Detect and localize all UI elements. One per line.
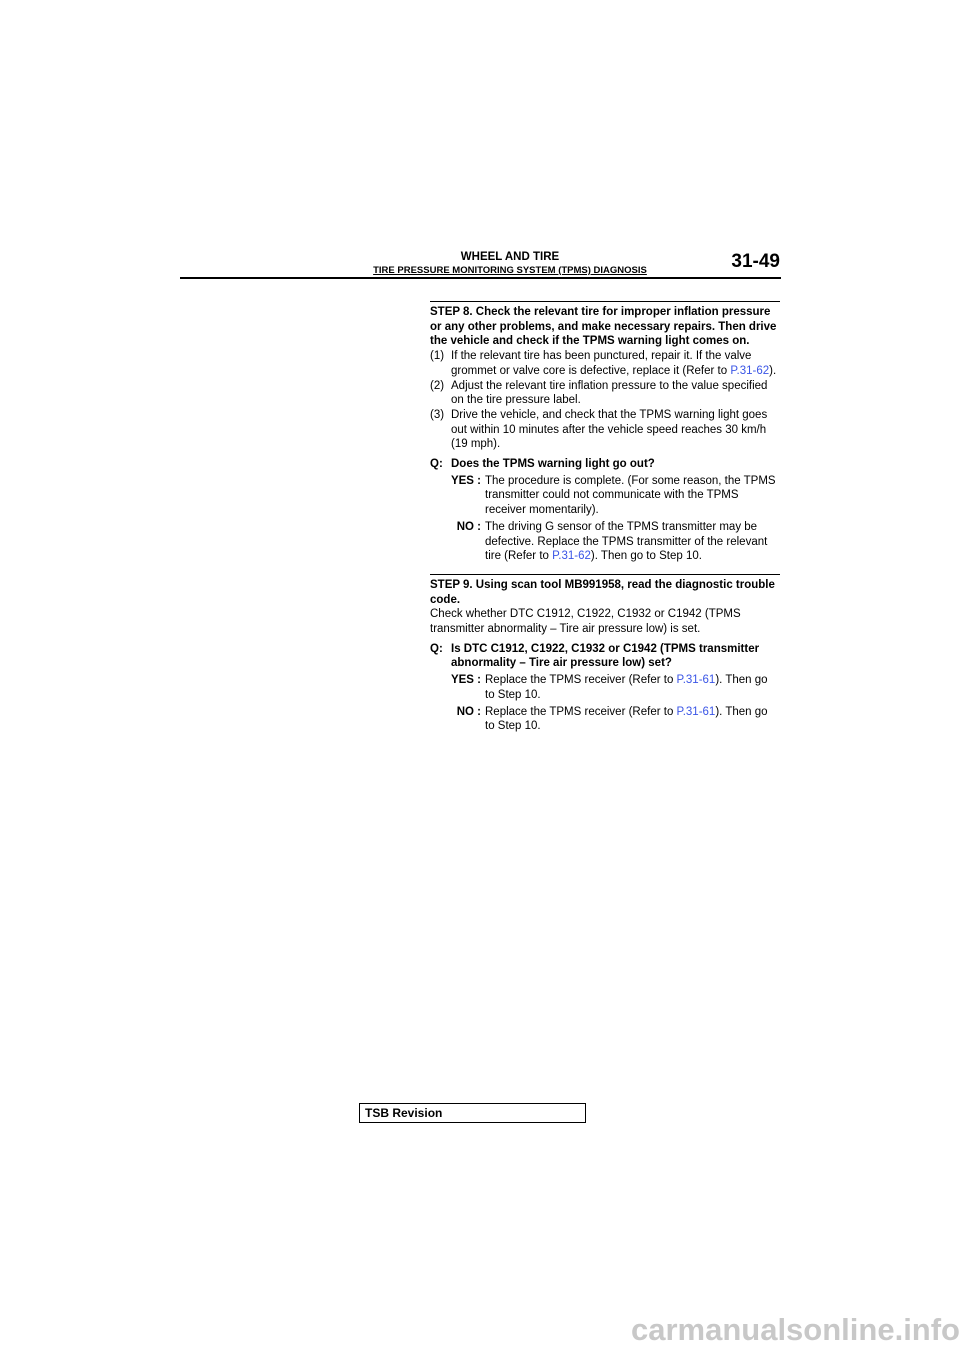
item-number: (1) <box>430 350 445 363</box>
reference-link[interactable]: P.31-61 <box>676 705 716 718</box>
step-8 <box>430 301 780 564</box>
step-9-title: STEP 9. Using scan tool MB991958, read the diagnostic trouble code. <box>430 578 775 606</box>
step-8-yes: YES : The procedure is complete. (For some reason, the TPMS transmitter could not communicate with the TPMS receiver momentarily). <box>450 474 776 517</box>
item-text: Adjust the relevant tire inflation pressure to the value specified on the tire pressure label. <box>451 379 768 407</box>
reference-link[interactable]: P.31-61 <box>676 674 716 687</box>
watermark: carmanualsonline.info <box>630 1312 960 1347</box>
tsb-revision-box: TSB Revision <box>359 1103 586 1123</box>
main-content <box>430 301 780 734</box>
section-title: WHEEL AND TIRE <box>460 251 560 263</box>
step-9-body: Check whether DTC C1912, C1922, C1932 or C1942 (TPMS transmitter abnormality – Tire air pressure low) is set. <box>430 608 741 636</box>
step-9-question: Q: Is DTC C1912, C1922, C1932 or C1942 (TPMS transmitter abnormality – Tire air pressure low) set? <box>430 642 760 670</box>
reference-link[interactable]: P.31-62 <box>552 550 591 563</box>
step-9-no: NO : Replace the TPMS receiver (Refer to P.31-61). Then go to Step 10. <box>456 705 768 733</box>
step-8-question: Q: Does the TPMS warning light go out? <box>430 458 655 471</box>
section-subtitle: TIRE PRESSURE MONITORING SYSTEM (TPMS) DIAGNOSIS <box>373 265 647 276</box>
step-8-item-1: (1) If the relevant tire has been punctured, repair it. If the valve grommet or valve core is defective, replace it (Refer to P.31-62). <box>430 350 777 377</box>
step-9 <box>430 574 780 734</box>
reference-link[interactable]: P.31-62 <box>730 364 770 377</box>
step-8-item-2 <box>430 379 780 408</box>
item-number: (3) <box>430 408 445 421</box>
step-8-title: STEP 8. Check the relevant tire for improper inflation pressure or any other problems, and make necessary repairs. Then drive the vehicle and check if the TPMS warning light comes on. <box>430 306 777 348</box>
step-9-yes: YES : Replace the TPMS receiver (Refer to P.31-61). Then go to Step 10. <box>450 674 768 701</box>
item-number: (2) <box>430 379 445 392</box>
step-8-no: NO : The driving G sensor of the TPMS transmitter may be defective. Replace the TPMS transmitter of the relevant tire (Refer to P.31-62). Then go to Step 10. <box>456 520 768 563</box>
item-text: Drive the vehicle, and check that the TPMS warning light goes out within 10 minutes after the vehicle speed reaches 30 km/h (19 mph). <box>451 408 768 451</box>
item-text: If the relevant tire has been punctured, repair it. If the valve grommet or valve core is defective, replace it (Refer to <box>451 350 752 377</box>
step-8-item-3 <box>430 408 780 452</box>
page-number: 31-49 <box>731 251 780 272</box>
header-rule <box>180 277 781 279</box>
